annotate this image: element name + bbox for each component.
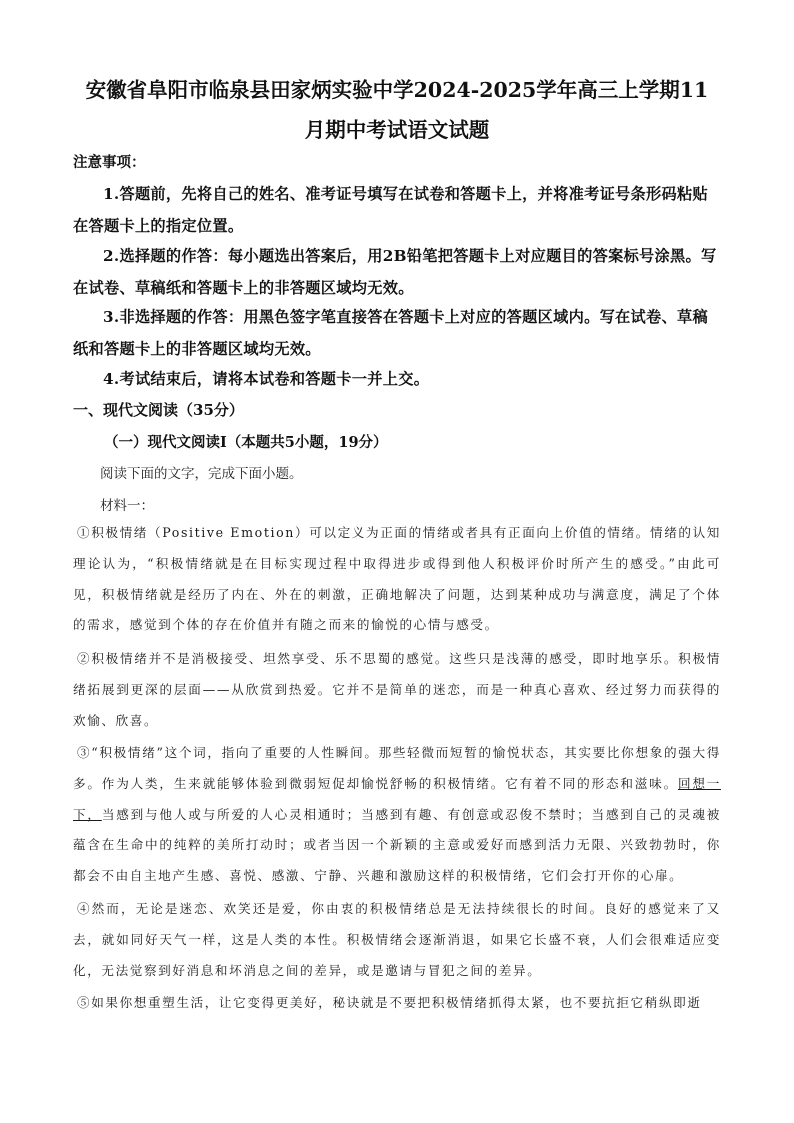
notice-item-1: 1.答题前，先将自己的姓名、准考证号填写在试卷和答题卡上，并将准考证号条形码粘贴在答题卡上的指定位置。 [73,185,708,235]
section-heading: 一、现代文阅读（35分） [73,401,244,419]
paragraph-3-text-a: ③“积极情绪”这个词，指向了重要的人性瞬间。那些轻微而短暂的愉悦状态，其实要比你想象的强大得多。作为人类，生来就能够体验到微弱短促却愉悦舒畅的积极情绪。它有着不同的形态和滋味。 [73,745,721,791]
material-paragraph-4: ④然而，无论是迷恋、欢笑还是爱，你由衷的积极情绪总是无法持续很长的时间。良好的感觉来了又去，就如同好天气一样，这是人类的本性。积极情绪会逐渐消退，如果它长盛不衰，人们会很难适应变化，无法觉察到好消息和坏消息之间的差异，或是邀请与冒犯之间的差异。 [73,901,721,978]
notice-item-3: 3.非选择题的作答：用黑色签字笔直接答在答题卡上对应的答题区域内。写在试卷、草稿纸和答题卡上的非答题区域均无效。 [73,308,708,358]
material-paragraph-1: ①积极情绪（Positive Emotion）可以定义为正面的情绪或者具有正面向上价值的情绪。情绪的认知理论认为，“积极情绪就是在目标实现过程中取得进步或得到他人积极评价时所产生的感受。”由此可见，积极情绪就是经历了内在、外在的刺激，正确地解决了问题，达到某种成功与满意度，满足了个体的需求，感觉到个体的存在价值并有随之而来的愉悦的心情与感受。 [73,525,721,633]
material-label: 材料一： [100,498,154,514]
reading-instruction: 阅读下面的文字，完成下面小题。 [100,466,303,482]
underlined-phrase: 回想一下， [73,775,721,822]
page-title [62,70,732,150]
material-paragraph-2: ②积极情绪并不是消极接受、坦然享受、乐不思蜀的感觉。这些只是浅薄的感受，即时地享乐。积极情绪拓展到更深的层面——从欣赏到热爱。它并不是简单的迷恋，而是一种真心喜欢、经过努力而获得的欢愉、欣喜。 [73,651,721,728]
subsection-heading: （一）现代文阅读Ⅰ（本题共5小题，19分） [104,434,388,451]
material-paragraph-5: ⑤如果你想重塑生活，让它变得更美好，秘诀就是不要把积极情绪抓得太紧，也不要抗拒它稍纵即逝 [77,995,702,1010]
notice-item-4: 4.考试结束后，请将本试卷和答题卡一并上交。 [103,370,430,388]
notice-item-2: 2.选择题的作答：每小题选出答案后，用2B铅笔把答题卡上对应题目的答案标号涂黑。写在试卷、草稿纸和答题卡上的非答题区域均无效。 [73,247,717,297]
paragraph-3-text-b: 当感到与他人或与所爱的人心灵相通时；当感到有趣、有创意或忍俊不禁时；当感到自己的灵魂被蕴含在生命中的纯粹的美所打动时；或者当因一个新颖的主意或爱好而感到活力无限、兴致勃勃时，你都会不由自主地产生感、喜悦、感激、宁静、兴趣和激励这样的积极情绪，它们会打开你的心扉。 [73,806,721,884]
notice-heading: 注意事项： [73,154,146,171]
material-paragraph-3 [73,738,721,892]
title-line-1: 安徽省阜阳市临泉县田家炳实验中学2024-2025学年高三上学期11 [85,78,709,102]
title-line-2: 月期中考试语文试题 [304,118,490,142]
